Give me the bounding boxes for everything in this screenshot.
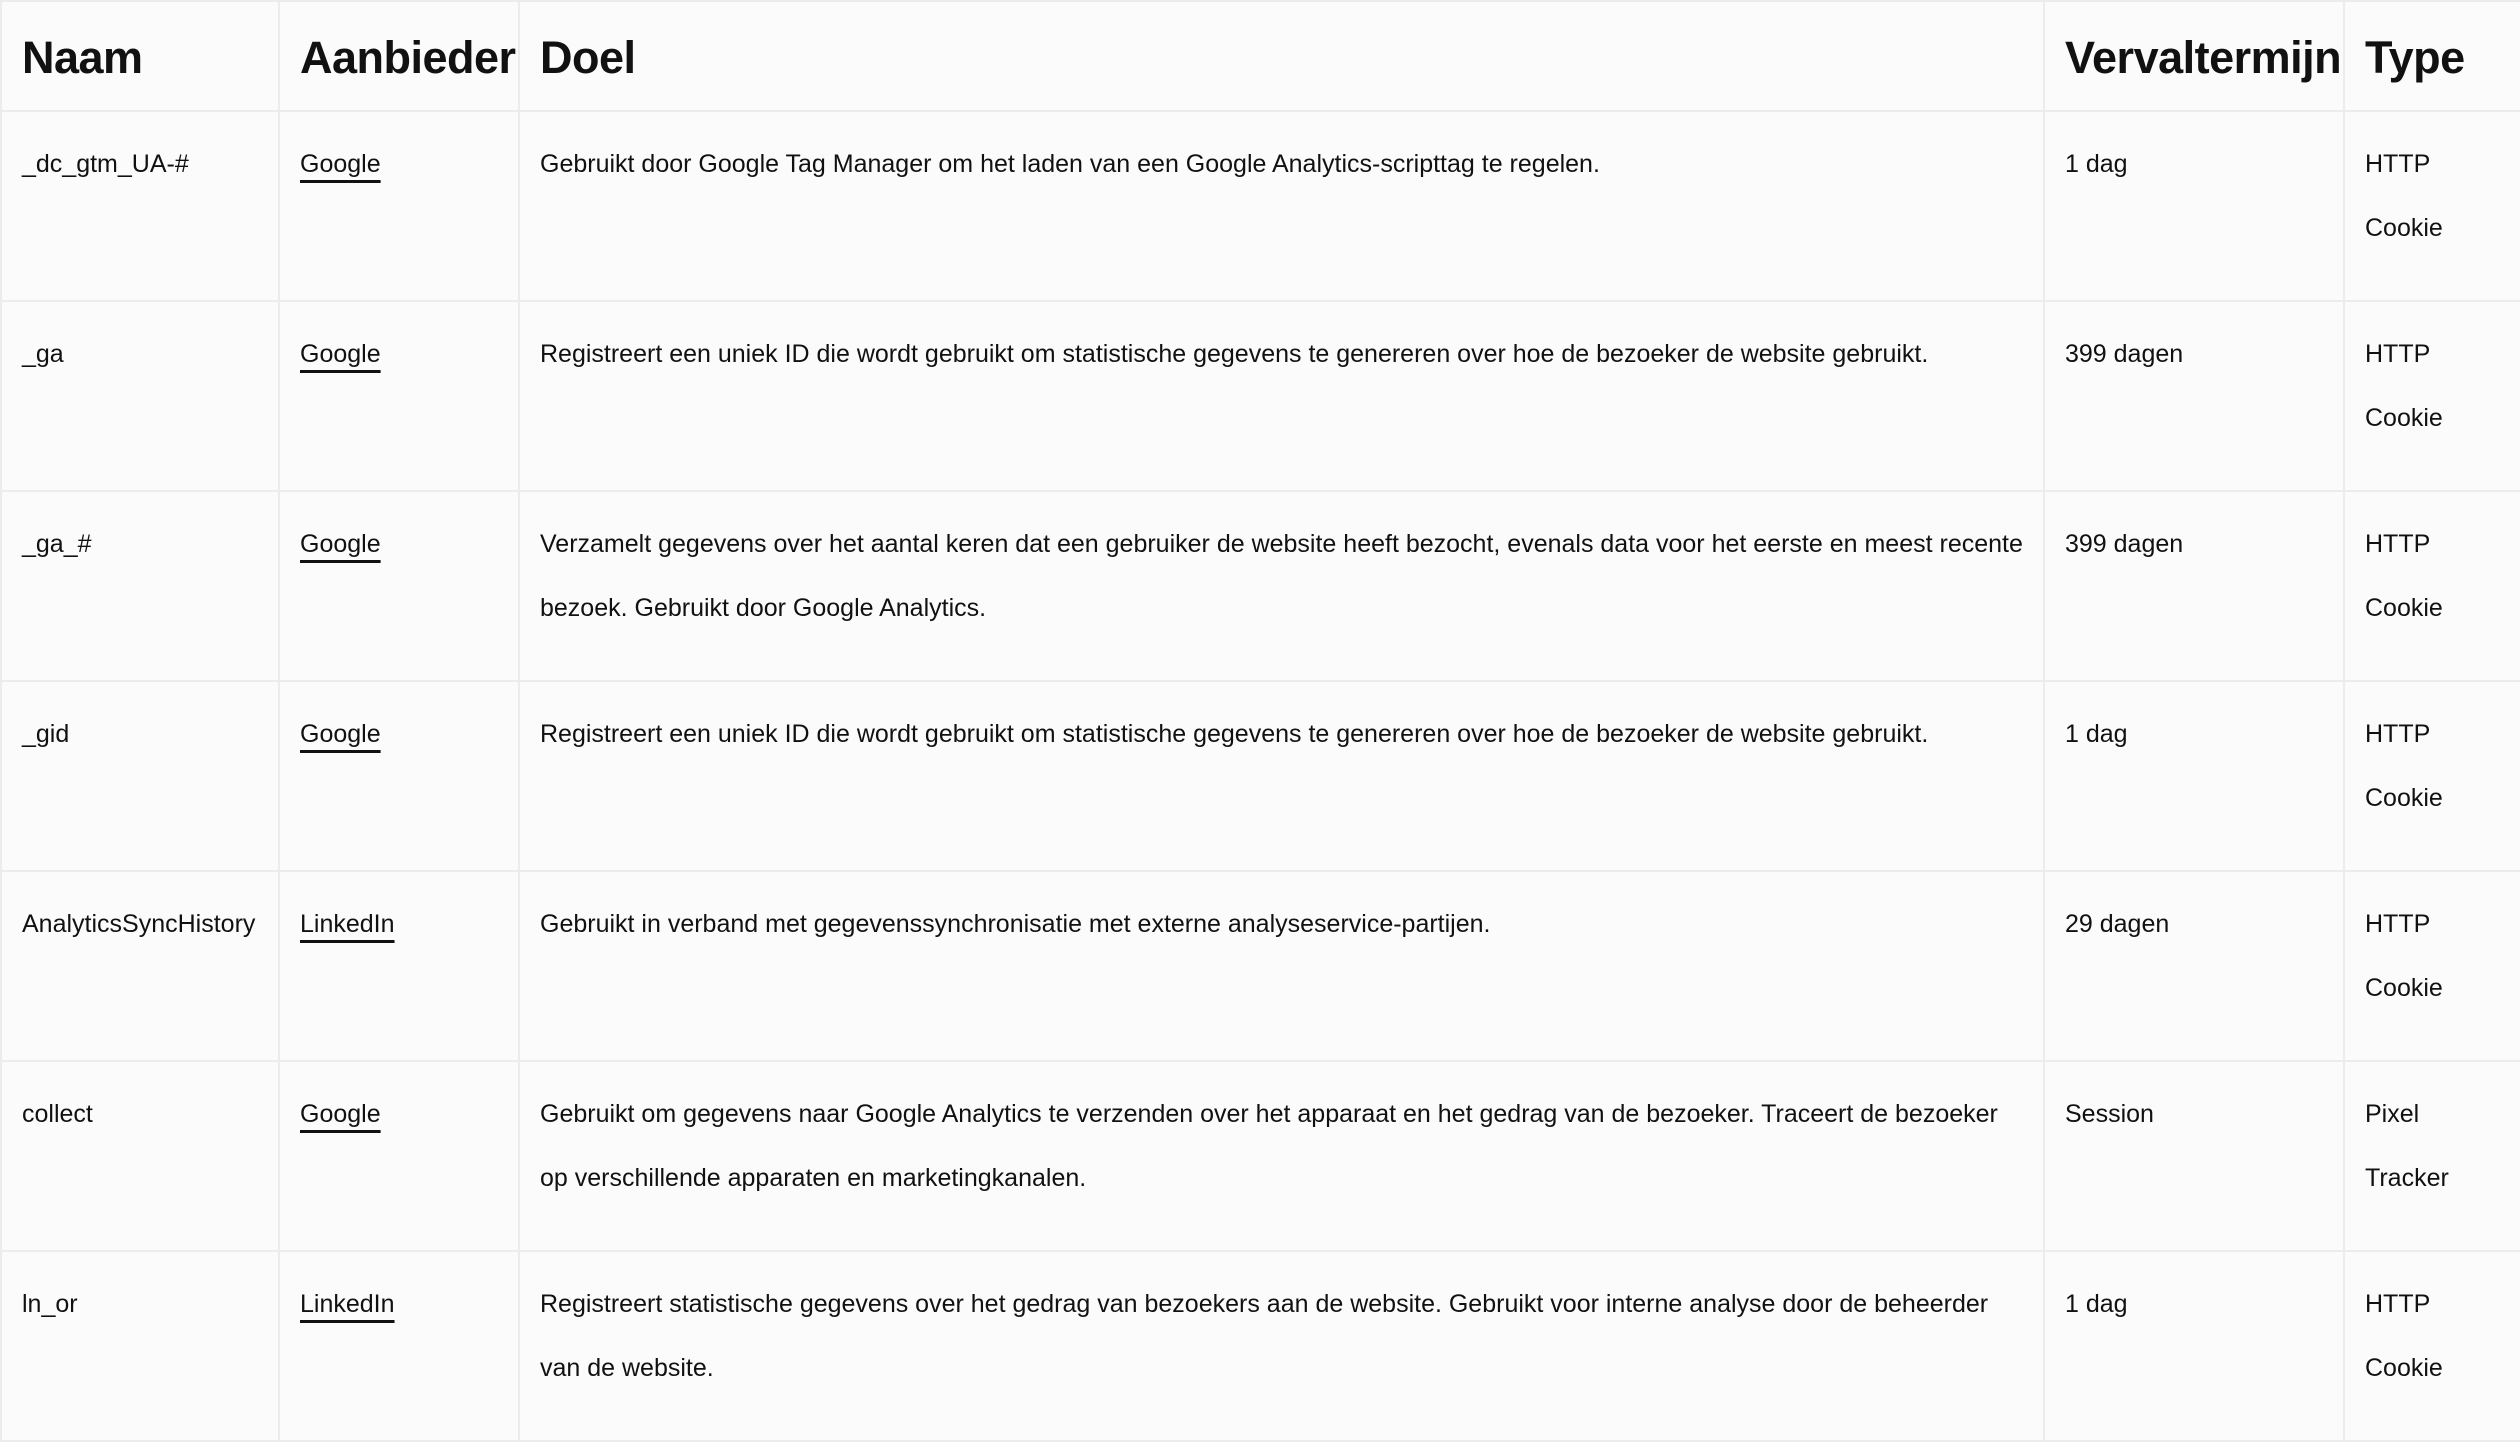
cookie-name: collect	[22, 1100, 93, 1128]
cookie-name-cell	[1, 871, 279, 1061]
provider-link[interactable]: Google	[300, 1100, 381, 1128]
cookie-type-line1: HTTP	[2365, 340, 2431, 368]
provider-link[interactable]: LinkedIn	[300, 910, 395, 938]
cookie-purpose: Registreert statistische gegevens over het gedrag van bezoekers aan de website. Gebruikt voor interne analyse door de beheerder van de website.	[540, 1290, 1989, 1382]
table-row	[1, 301, 2520, 491]
column-header-expiry: Vervaltermijn	[2044, 1, 2344, 111]
expiry-cell	[2044, 681, 2344, 871]
cookie-type-line1: HTTP	[2365, 530, 2431, 558]
purpose-cell	[519, 681, 2044, 871]
provider-link[interactable]: LinkedIn	[300, 1290, 395, 1318]
cookie-purpose: Gebruikt om gegevens naar Google Analytics te verzenden over het apparaat en het gedrag van de bezoeker. Traceert de bezoeker op verschillende apparaten en marketingkanalen.	[540, 1100, 1998, 1192]
expiry-cell	[2044, 301, 2344, 491]
cookie-name-cell	[1, 1251, 279, 1441]
cookie-name-cell	[1, 301, 279, 491]
provider-cell	[279, 111, 519, 301]
cookie-purpose: Gebruikt door Google Tag Manager om het laden van een Google Analytics-scripttag te regelen.	[540, 150, 1600, 178]
cookie-type-line1: HTTP	[2365, 150, 2431, 178]
cookie-type-line2: Cookie	[2365, 594, 2443, 622]
provider-link[interactable]: Google	[300, 530, 381, 558]
table-row	[1, 491, 2520, 681]
table-header-row	[1, 1, 2520, 111]
cookie-type-line2: Tracker	[2365, 1164, 2449, 1192]
purpose-cell	[519, 491, 2044, 681]
column-header-type: Type	[2344, 1, 2520, 111]
cookie-purpose: Registreert een uniek ID die wordt gebruikt om statistische gegevens te genereren over hoe de bezoeker de website gebruikt.	[540, 340, 1929, 368]
cookie-type-line2: Cookie	[2365, 404, 2443, 432]
cookie-type-line1: HTTP	[2365, 720, 2431, 748]
expiry-cell	[2044, 1061, 2344, 1251]
cookie-purpose: Gebruikt in verband met gegevenssynchronisatie met externe analyseservice-partijen.	[540, 910, 1491, 938]
purpose-cell	[519, 1251, 2044, 1441]
cookie-name-cell	[1, 111, 279, 301]
column-header-purpose: Doel	[519, 1, 2044, 111]
purpose-cell	[519, 111, 2044, 301]
provider-cell	[279, 301, 519, 491]
cookie-expiry: 1 dag	[2065, 1290, 2128, 1318]
provider-cell	[279, 1251, 519, 1441]
type-cell	[2344, 301, 2520, 491]
type-cell	[2344, 111, 2520, 301]
provider-link[interactable]: Google	[300, 340, 381, 368]
expiry-cell	[2044, 871, 2344, 1061]
column-header-name: Naam	[1, 1, 279, 111]
purpose-cell	[519, 871, 2044, 1061]
table-row	[1, 1061, 2520, 1251]
cookie-type-line2: Cookie	[2365, 1354, 2443, 1382]
purpose-cell	[519, 1061, 2044, 1251]
cookie-purpose: Verzamelt gegevens over het aantal keren dat een gebruiker de website heeft bezocht, evenals data voor het eerste en meest recente bezoek. Gebruikt door Google Analytics.	[540, 530, 2023, 622]
cookie-expiry: 399 dagen	[2065, 340, 2184, 368]
table-row	[1, 1251, 2520, 1441]
cookie-name: ln_or	[22, 1290, 78, 1318]
type-cell	[2344, 681, 2520, 871]
cookie-name: AnalyticsSyncHistory	[22, 910, 256, 938]
cookie-expiry: 29 dagen	[2065, 910, 2170, 938]
table-row	[1, 111, 2520, 301]
cookie-name: _gid	[22, 720, 70, 748]
type-cell	[2344, 491, 2520, 681]
provider-link[interactable]: Google	[300, 720, 381, 748]
cookie-expiry: 1 dag	[2065, 720, 2128, 748]
cookie-expiry: Session	[2065, 1100, 2154, 1128]
cookie-name: _ga_#	[22, 530, 92, 558]
cookie-type-line2: Cookie	[2365, 784, 2443, 812]
provider-cell	[279, 871, 519, 1061]
provider-cell	[279, 1061, 519, 1251]
expiry-cell	[2044, 491, 2344, 681]
cookie-name-cell	[1, 491, 279, 681]
expiry-cell	[2044, 1251, 2344, 1441]
provider-link[interactable]: Google	[300, 150, 381, 178]
cookie-type-line2: Cookie	[2365, 214, 2443, 242]
cookie-purpose: Registreert een uniek ID die wordt gebruikt om statistische gegevens te genereren over hoe de bezoeker de website gebruikt.	[540, 720, 1929, 748]
type-cell	[2344, 1061, 2520, 1251]
purpose-cell	[519, 301, 2044, 491]
cookie-expiry: 1 dag	[2065, 150, 2128, 178]
cookie-type-line1: HTTP	[2365, 1290, 2431, 1318]
type-cell	[2344, 1251, 2520, 1441]
cookie-name: _ga	[22, 340, 64, 368]
cookie-name-cell	[1, 1061, 279, 1251]
cookie-name-cell	[1, 681, 279, 871]
table-row	[1, 681, 2520, 871]
cookie-type-line1: Pixel	[2365, 1100, 2420, 1128]
cookie-name: _dc_gtm_UA-#	[22, 150, 189, 178]
type-cell	[2344, 871, 2520, 1061]
column-header-provider: Aanbieder	[279, 1, 519, 111]
cookie-type-line1: HTTP	[2365, 910, 2431, 938]
table-row	[1, 871, 2520, 1061]
expiry-cell	[2044, 111, 2344, 301]
provider-cell	[279, 491, 519, 681]
cookie-expiry: 399 dagen	[2065, 530, 2184, 558]
provider-cell	[279, 681, 519, 871]
cookie-type-line2: Cookie	[2365, 974, 2443, 1002]
